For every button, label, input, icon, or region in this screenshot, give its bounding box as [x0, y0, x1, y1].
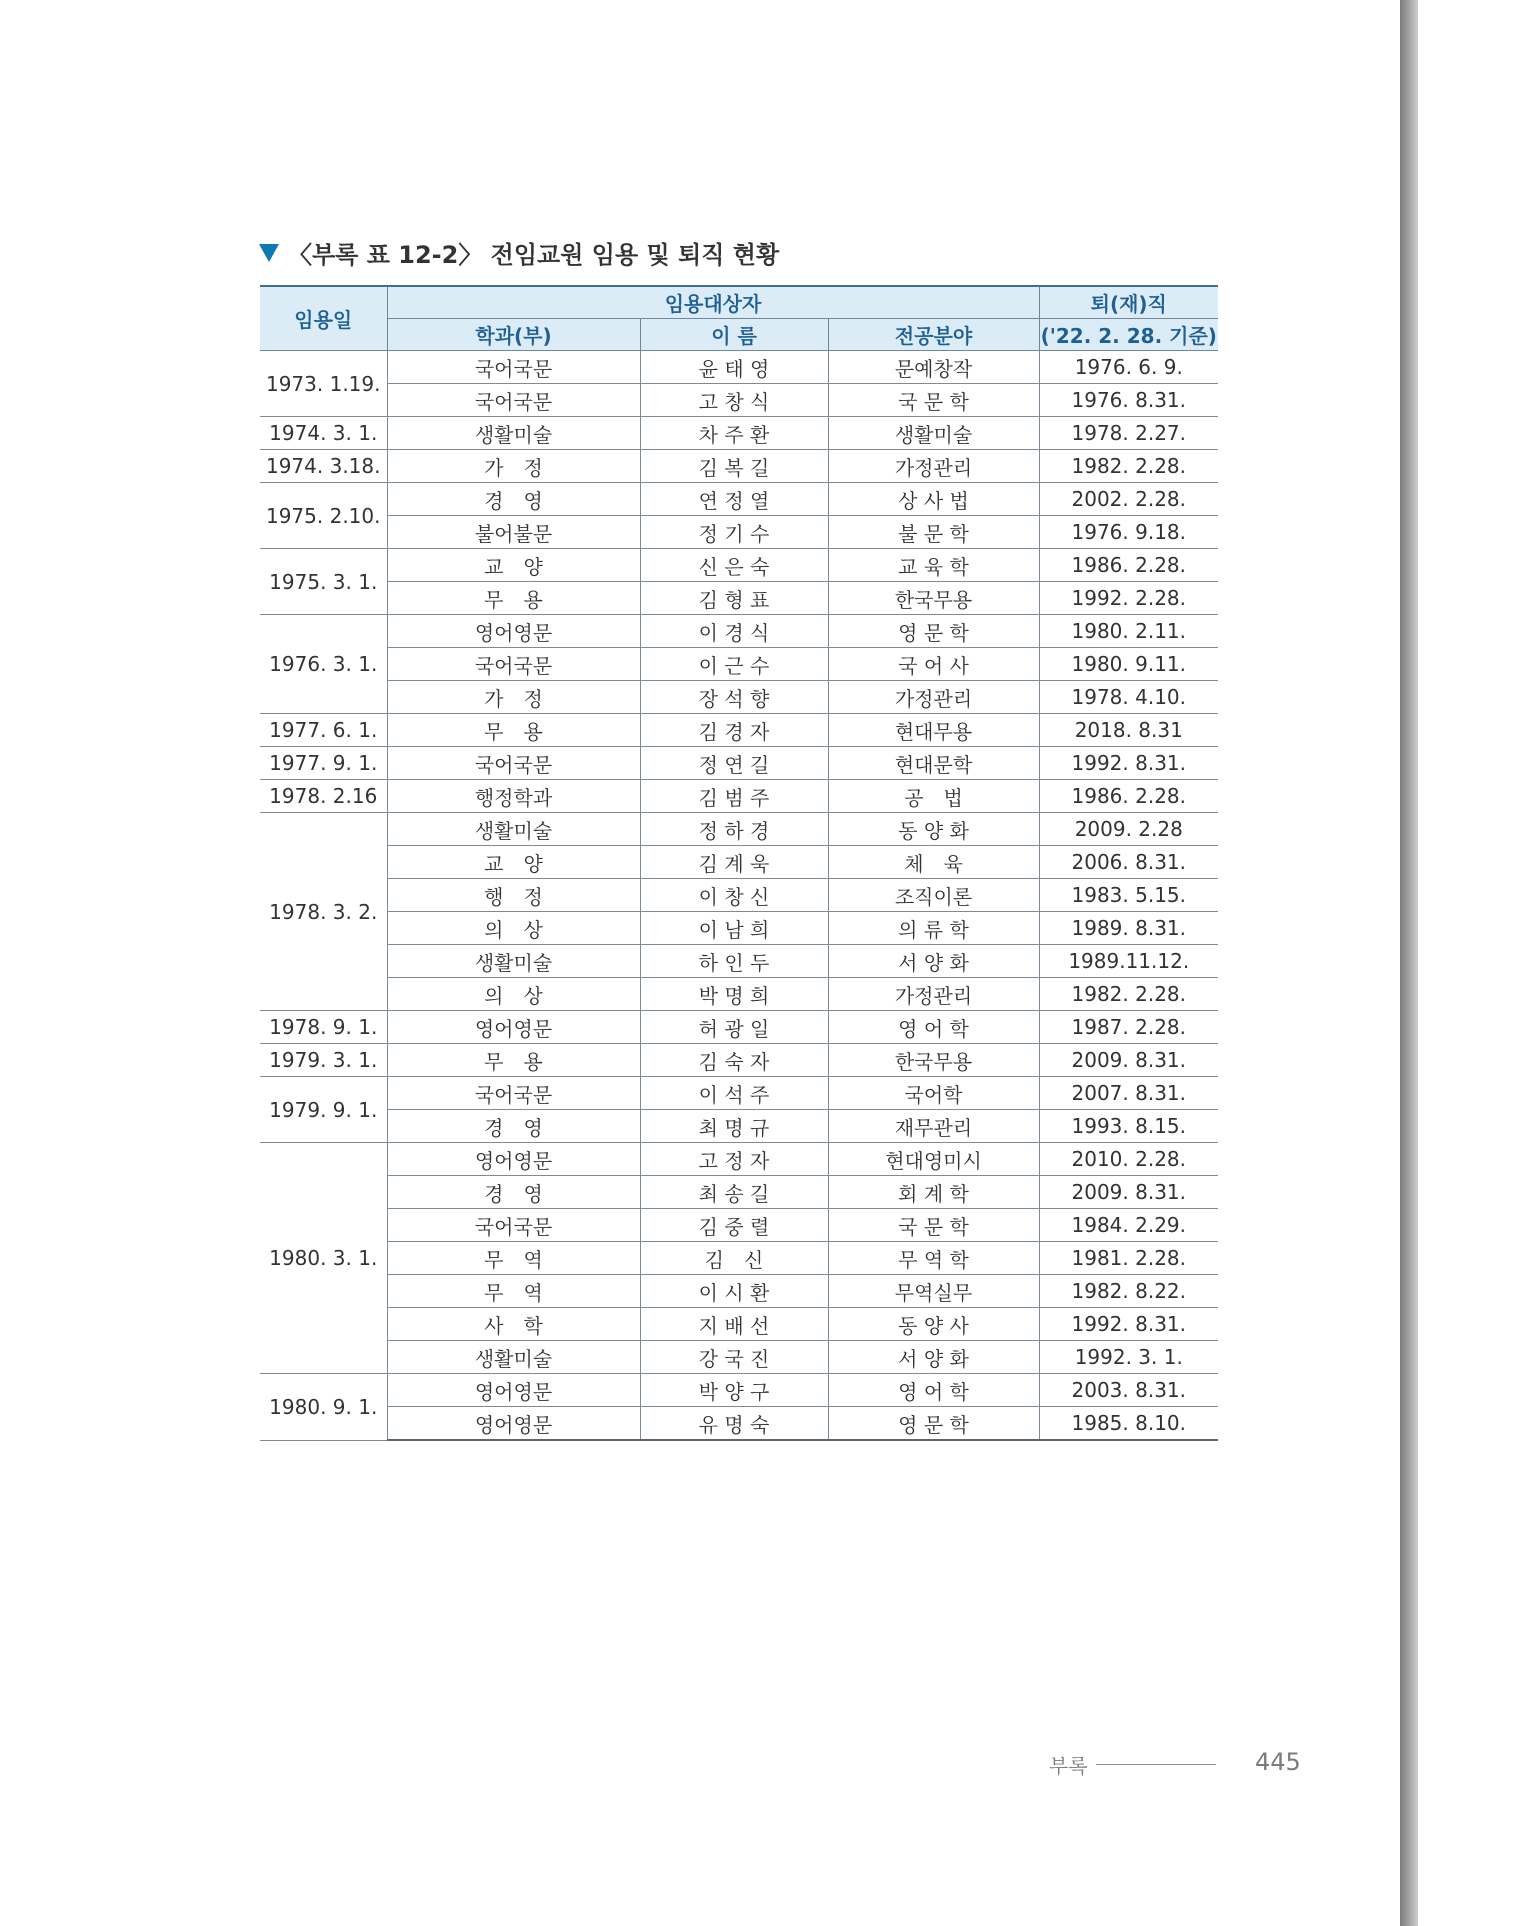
department-cell: 의 상 — [387, 978, 640, 1011]
table-row — [260, 1044, 1218, 1077]
department-cell: 행 정 — [387, 879, 640, 912]
retirement-cell: 1976. 8.31. — [1039, 384, 1218, 417]
major-cell: 국 어 사 — [828, 648, 1039, 681]
retirement-cell: 2002. 2.28. — [1039, 483, 1218, 516]
table-header-row-top — [260, 286, 1218, 319]
table-row — [260, 1011, 1218, 1044]
retirement-cell: 1986. 2.28. — [1039, 780, 1218, 813]
appointment-date-cell: 1977. 9. 1. — [260, 747, 387, 780]
name-cell: 신 은 숙 — [640, 549, 828, 582]
header-retirement: 퇴(재)직 — [1039, 286, 1218, 319]
major-cell: 의 류 학 — [828, 912, 1039, 945]
faculty-appointment-table — [260, 285, 1218, 1441]
department-cell: 경 영 — [387, 1176, 640, 1209]
name-cell: 최 송 길 — [640, 1176, 828, 1209]
department-cell: 생활미술 — [387, 945, 640, 978]
table-row — [260, 615, 1218, 648]
appointment-date-cell: 1980. 9. 1. — [260, 1374, 387, 1441]
appointment-date-cell: 1979. 3. 1. — [260, 1044, 387, 1077]
table-header — [260, 286, 1218, 351]
name-cell: 박 명 희 — [640, 978, 828, 1011]
department-cell: 무 역 — [387, 1242, 640, 1275]
retirement-cell: 1986. 2.28. — [1039, 549, 1218, 582]
retirement-cell: 1992. 2.28. — [1039, 582, 1218, 615]
department-cell: 생활미술 — [387, 417, 640, 450]
name-cell: 이 석 주 — [640, 1077, 828, 1110]
appointment-date-cell: 1979. 9. 1. — [260, 1077, 387, 1143]
department-cell: 가 정 — [387, 681, 640, 714]
department-cell: 무 용 — [387, 582, 640, 615]
table-row — [260, 351, 1218, 384]
department-cell: 영어영문 — [387, 1407, 640, 1441]
retirement-cell: 1982. 2.28. — [1039, 450, 1218, 483]
major-cell: 영 어 학 — [828, 1011, 1039, 1044]
major-cell: 가정관리 — [828, 450, 1039, 483]
department-cell: 국어국문 — [387, 747, 640, 780]
name-cell: 강 국 진 — [640, 1341, 828, 1374]
retirement-cell: 2010. 2.28. — [1039, 1143, 1218, 1176]
triangle-down-icon — [259, 244, 279, 262]
header-appointment-date: 임용일 — [260, 286, 387, 351]
major-cell: 서 양 화 — [828, 945, 1039, 978]
name-cell: 이 시 환 — [640, 1275, 828, 1308]
retirement-cell: 2018. 8.31 — [1039, 714, 1218, 747]
footer-section-label: 부록 — [1049, 1753, 1088, 1778]
retirement-cell: 1981. 2.28. — [1039, 1242, 1218, 1275]
table-row — [260, 516, 1218, 549]
major-cell: 현대무용 — [828, 714, 1039, 747]
page-number: 445 — [1255, 1748, 1301, 1776]
department-cell: 국어국문 — [387, 648, 640, 681]
major-cell: 현대문학 — [828, 747, 1039, 780]
retirement-cell: 1976. 9.18. — [1039, 516, 1218, 549]
retirement-cell: 1982. 2.28. — [1039, 978, 1218, 1011]
name-cell: 김 중 렬 — [640, 1209, 828, 1242]
table-row — [260, 879, 1218, 912]
table-row — [260, 1110, 1218, 1143]
name-cell: 고 정 자 — [640, 1143, 828, 1176]
major-cell: 재무관리 — [828, 1110, 1039, 1143]
table-row — [260, 1209, 1218, 1242]
header-department: 학과(부) — [387, 319, 640, 351]
name-cell: 김 계 욱 — [640, 846, 828, 879]
table-row — [260, 1176, 1218, 1209]
department-cell: 무 역 — [387, 1275, 640, 1308]
department-cell: 사 학 — [387, 1308, 640, 1341]
table-row — [260, 1275, 1218, 1308]
appointment-date-cell: 1978. 9. 1. — [260, 1011, 387, 1044]
table-row — [260, 714, 1218, 747]
major-cell: 교 육 학 — [828, 549, 1039, 582]
retirement-cell: 2009. 2.28 — [1039, 813, 1218, 846]
department-cell: 생활미술 — [387, 813, 640, 846]
appointment-date-cell: 1978. 3. 2. — [260, 813, 387, 1011]
name-cell: 김 복 길 — [640, 450, 828, 483]
major-cell: 무 역 학 — [828, 1242, 1039, 1275]
name-cell: 유 명 숙 — [640, 1407, 828, 1441]
table-container — [260, 285, 1218, 1441]
retirement-cell: 1987. 2.28. — [1039, 1011, 1218, 1044]
department-cell: 교 양 — [387, 549, 640, 582]
appointment-date-cell: 1976. 3. 1. — [260, 615, 387, 714]
major-cell: 현대영미시 — [828, 1143, 1039, 1176]
retirement-cell: 1980. 9.11. — [1039, 648, 1218, 681]
department-cell: 국어국문 — [387, 384, 640, 417]
retirement-cell: 1982. 8.22. — [1039, 1275, 1218, 1308]
name-cell: 허 광 일 — [640, 1011, 828, 1044]
name-cell: 고 창 식 — [640, 384, 828, 417]
table-row — [260, 582, 1218, 615]
name-cell: 이 창 신 — [640, 879, 828, 912]
retirement-cell: 2003. 8.31. — [1039, 1374, 1218, 1407]
retirement-cell: 1984. 2.29. — [1039, 1209, 1218, 1242]
appointment-date-cell: 1975. 3. 1. — [260, 549, 387, 615]
name-cell: 김 숙 자 — [640, 1044, 828, 1077]
name-cell: 이 근 수 — [640, 648, 828, 681]
department-cell: 영어영문 — [387, 1011, 640, 1044]
table-row — [260, 945, 1218, 978]
retirement-cell: 1992. 8.31. — [1039, 1308, 1218, 1341]
major-cell: 가정관리 — [828, 681, 1039, 714]
name-cell: 박 양 구 — [640, 1374, 828, 1407]
major-cell: 동 양 화 — [828, 813, 1039, 846]
table-row — [260, 417, 1218, 450]
major-cell: 영 문 학 — [828, 1407, 1039, 1441]
name-cell: 김 경 자 — [640, 714, 828, 747]
major-cell: 한국무용 — [828, 1044, 1039, 1077]
table-row — [260, 978, 1218, 1011]
retirement-cell: 1980. 2.11. — [1039, 615, 1218, 648]
department-cell: 의 상 — [387, 912, 640, 945]
major-cell: 불 문 학 — [828, 516, 1039, 549]
major-cell: 영 문 학 — [828, 615, 1039, 648]
department-cell: 국어국문 — [387, 1209, 640, 1242]
appointment-date-cell: 1977. 6. 1. — [260, 714, 387, 747]
table-row — [260, 681, 1218, 714]
department-cell: 무 용 — [387, 1044, 640, 1077]
major-cell: 국 문 학 — [828, 384, 1039, 417]
department-cell: 가 정 — [387, 450, 640, 483]
table-row — [260, 846, 1218, 879]
retirement-cell: 2006. 8.31. — [1039, 846, 1218, 879]
department-cell: 영어영문 — [387, 615, 640, 648]
department-cell: 행정학과 — [387, 780, 640, 813]
retirement-cell: 2009. 8.31. — [1039, 1044, 1218, 1077]
footer-section — [1049, 1752, 1216, 1776]
name-cell: 최 명 규 — [640, 1110, 828, 1143]
table-row — [260, 780, 1218, 813]
retirement-cell: 1976. 6. 9. — [1039, 351, 1218, 384]
major-cell: 영 어 학 — [828, 1374, 1039, 1407]
major-cell: 가정관리 — [828, 978, 1039, 1011]
major-cell: 체 육 — [828, 846, 1039, 879]
major-cell: 조직이론 — [828, 879, 1039, 912]
table-row — [260, 384, 1218, 417]
major-cell: 상 사 법 — [828, 483, 1039, 516]
header-name: 이 름 — [640, 319, 828, 351]
appointment-date-cell: 1975. 2.10. — [260, 483, 387, 549]
table-row — [260, 813, 1218, 846]
major-cell: 생활미술 — [828, 417, 1039, 450]
name-cell: 윤 태 영 — [640, 351, 828, 384]
department-cell: 교 양 — [387, 846, 640, 879]
name-cell: 정 연 길 — [640, 747, 828, 780]
header-major: 전공분야 — [828, 319, 1039, 351]
department-cell: 경 영 — [387, 1110, 640, 1143]
table-row — [260, 1341, 1218, 1374]
department-cell: 경 영 — [387, 483, 640, 516]
table-row — [260, 450, 1218, 483]
appointment-date-cell: 1980. 3. 1. — [260, 1143, 387, 1374]
page-edge — [1400, 0, 1420, 1926]
retirement-cell: 1985. 8.10. — [1039, 1407, 1218, 1441]
retirement-cell: 2009. 8.31. — [1039, 1176, 1218, 1209]
table-row — [260, 648, 1218, 681]
table-row — [260, 1242, 1218, 1275]
table-title-text: 〈부록 표 12-2〉 전임교원 임용 및 퇴직 현황 — [288, 240, 780, 269]
table-row — [260, 747, 1218, 780]
table-row — [260, 549, 1218, 582]
name-cell: 정 하 경 — [640, 813, 828, 846]
major-cell: 동 양 사 — [828, 1308, 1039, 1341]
department-cell: 국어국문 — [387, 351, 640, 384]
table-row — [260, 1143, 1218, 1176]
retirement-cell: 1992. 8.31. — [1039, 747, 1218, 780]
name-cell: 연 정 열 — [640, 483, 828, 516]
table-title — [259, 235, 779, 269]
retirement-cell: 1989.11.12. — [1039, 945, 1218, 978]
major-cell: 한국무용 — [828, 582, 1039, 615]
appointment-date-cell: 1978. 2.16 — [260, 780, 387, 813]
department-cell: 불어불문 — [387, 516, 640, 549]
department-cell: 생활미술 — [387, 1341, 640, 1374]
retirement-cell: 1992. 3. 1. — [1039, 1341, 1218, 1374]
department-cell: 영어영문 — [387, 1143, 640, 1176]
table-row — [260, 1077, 1218, 1110]
major-cell: 국어학 — [828, 1077, 1039, 1110]
appointment-date-cell: 1974. 3.18. — [260, 450, 387, 483]
department-cell: 영어영문 — [387, 1374, 640, 1407]
major-cell: 회 계 학 — [828, 1176, 1039, 1209]
name-cell: 김 신 — [640, 1242, 828, 1275]
table-row — [260, 483, 1218, 516]
table-header-row-sub — [260, 319, 1218, 351]
retirement-cell: 1993. 8.15. — [1039, 1110, 1218, 1143]
major-cell: 서 양 화 — [828, 1341, 1039, 1374]
retirement-cell: 2007. 8.31. — [1039, 1077, 1218, 1110]
name-cell: 이 경 식 — [640, 615, 828, 648]
table-body — [260, 351, 1218, 1441]
name-cell: 이 남 희 — [640, 912, 828, 945]
name-cell: 장 석 향 — [640, 681, 828, 714]
footer-rule — [1096, 1764, 1216, 1765]
retirement-cell: 1978. 4.10. — [1039, 681, 1218, 714]
header-retirement-basis: ('22. 2. 28. 기준) — [1039, 319, 1218, 351]
retirement-cell: 1983. 5.15. — [1039, 879, 1218, 912]
table-row — [260, 1308, 1218, 1341]
retirement-cell: 1989. 8.31. — [1039, 912, 1218, 945]
major-cell: 문예창작 — [828, 351, 1039, 384]
name-cell: 김 범 주 — [640, 780, 828, 813]
header-appointee-group: 임용대상자 — [387, 286, 1039, 319]
major-cell: 국 문 학 — [828, 1209, 1039, 1242]
appointment-date-cell: 1974. 3. 1. — [260, 417, 387, 450]
name-cell: 지 배 선 — [640, 1308, 828, 1341]
name-cell: 김 형 표 — [640, 582, 828, 615]
appointment-date-cell: 1973. 1.19. — [260, 351, 387, 417]
name-cell: 차 주 환 — [640, 417, 828, 450]
table-row — [260, 1374, 1218, 1407]
department-cell: 국어국문 — [387, 1077, 640, 1110]
table-row — [260, 912, 1218, 945]
retirement-cell: 1978. 2.27. — [1039, 417, 1218, 450]
name-cell: 하 인 두 — [640, 945, 828, 978]
table-row — [260, 1407, 1218, 1441]
name-cell: 정 기 수 — [640, 516, 828, 549]
major-cell: 공 법 — [828, 780, 1039, 813]
department-cell: 무 용 — [387, 714, 640, 747]
major-cell: 무역실무 — [828, 1275, 1039, 1308]
